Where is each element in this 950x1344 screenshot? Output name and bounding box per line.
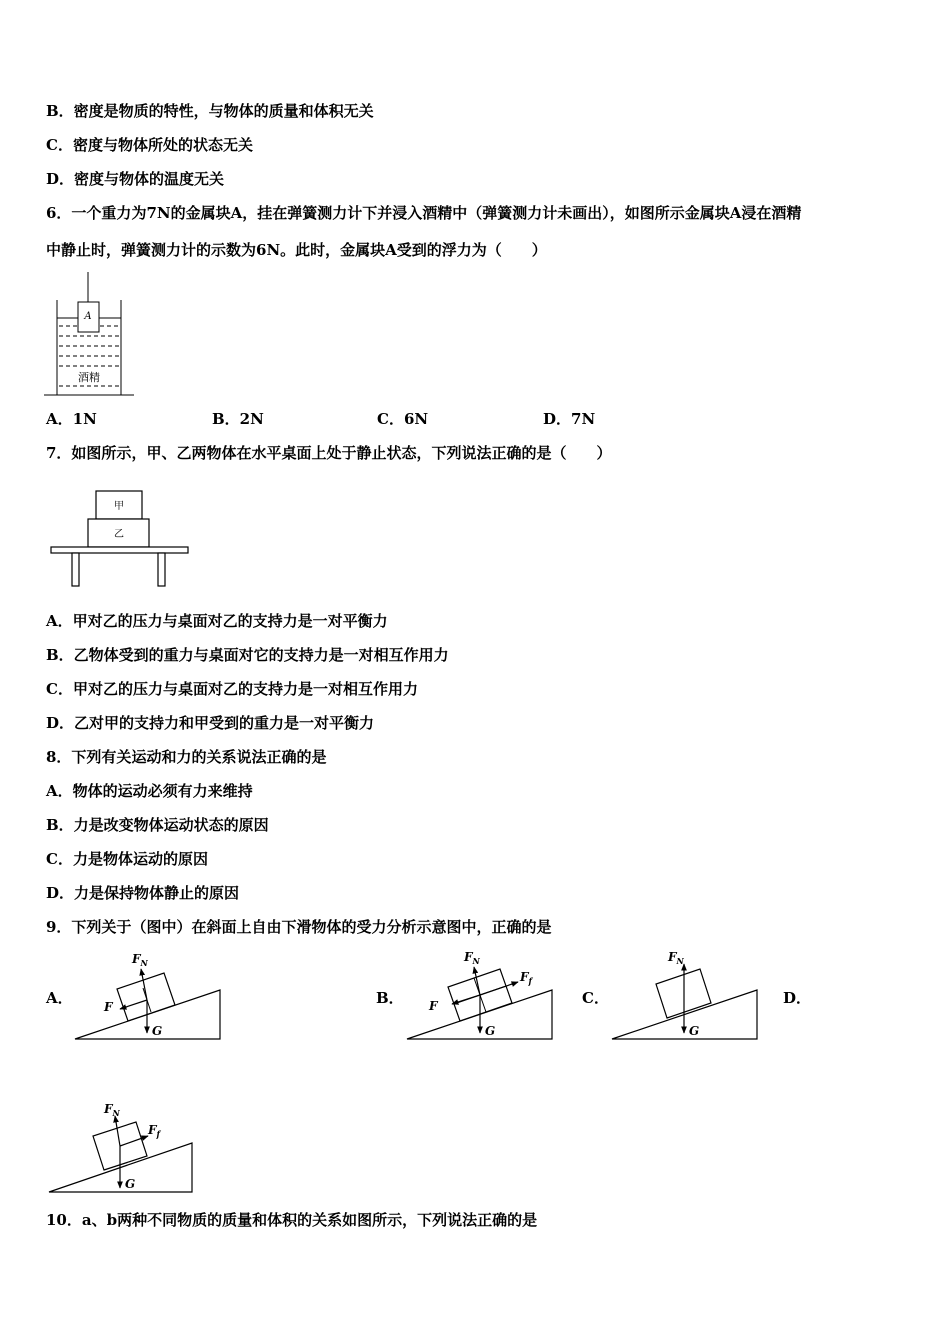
normal-force-label: $F_N$ <box>668 950 684 966</box>
friction-label: $F_f$ <box>520 970 532 986</box>
q10-stem: 10．a、b两种不同物质的质量和体积的关系如图所示，下列说法正确的是 <box>46 1211 538 1229</box>
q6-option-b: B．2N <box>212 410 264 428</box>
applied-force-label: F <box>104 1000 113 1014</box>
q7-option-b: B．乙物体受到的重力与桌面对它的支持力是一对相互作用力 <box>46 646 449 664</box>
q7-stem: 7．如图所示，甲、乙两物体在水平桌面上处于静止状态，下列说法正确的是（ ） <box>46 444 612 462</box>
gravity-label: G <box>125 1177 136 1191</box>
q8-option-c: C．力是物体运动的原因 <box>46 850 208 868</box>
gravity-label: G <box>152 1024 163 1038</box>
q7-option-c: C．甲对乙的压力与桌面对乙的支持力是一对相互作用力 <box>46 680 418 698</box>
liquid-label: 酒精 <box>78 371 100 384</box>
q9-option-a-figure <box>70 945 230 1045</box>
q6-option-d: D．7N <box>543 410 596 428</box>
block-label: A <box>84 311 92 322</box>
q8-stem: 8．下列有关运动和力的关系说法正确的是 <box>46 748 327 766</box>
normal-force-label: $F_N$ <box>132 952 148 968</box>
q9-option-b-label: B． <box>376 989 404 1007</box>
q8-option-b: B．力是改变物体运动状态的原因 <box>46 816 269 834</box>
q6-stem-line2: 中静止时，弹簧测力计的示数为6N。此时，金属块A受到的浮力为（ ） <box>46 241 547 259</box>
q5-option-c: C．密度与物体所处的状态无关 <box>46 136 253 154</box>
q6-option-a: A．1N <box>46 410 97 428</box>
normal-force-label: $F_N$ <box>104 1102 120 1118</box>
applied-force-label: F <box>429 999 438 1013</box>
q9-stem: 9．下列关于（图中）在斜面上自由下滑物体的受力分析示意图中，正确的是 <box>46 918 552 936</box>
table-top <box>51 547 188 553</box>
friction-label: $F_f$ <box>148 1123 160 1139</box>
gravity-label: G <box>689 1024 700 1038</box>
q6-option-c: C．6N <box>377 410 429 428</box>
q9-option-c-figure <box>607 945 767 1045</box>
q9-option-b-figure <box>402 945 562 1045</box>
q7-option-d: D．乙对甲的支持力和甲受到的重力是一对平衡力 <box>46 714 375 732</box>
gravity-label: G <box>485 1024 496 1038</box>
normal-force-label: $F_N$ <box>464 950 480 966</box>
block-yi-label: 乙 <box>114 529 124 540</box>
q5-option-b: B．密度是物质的特性，与物体的质量和体积无关 <box>46 102 374 120</box>
q7-figure-table <box>50 488 190 588</box>
q9-option-a-label: A． <box>46 989 73 1007</box>
q9-option-d-figure <box>44 1100 204 1200</box>
q5-option-d: D．密度与物体的温度无关 <box>46 170 225 188</box>
q9-option-d-label: D． <box>783 989 812 1007</box>
table-leg-right <box>158 553 165 586</box>
q8-option-d: D．力是保持物体静止的原因 <box>46 884 240 902</box>
q7-option-a: A．甲对乙的压力与桌面对乙的支持力是一对平衡力 <box>46 612 388 630</box>
block-jia-label: 甲 <box>114 501 124 512</box>
q9-option-c-label: C． <box>582 989 609 1007</box>
table-leg-left <box>72 553 79 586</box>
q6-stem-line1: 6．一个重力为7N的金属块A，挂在弹簧测力计下并浸入酒精中（弹簧测力计未画出），如图所示金属块A浸在酒精 <box>46 204 802 222</box>
q8-option-a: A．物体的运动必须有力来维持 <box>46 782 253 800</box>
q6-figure-beaker <box>44 272 139 402</box>
